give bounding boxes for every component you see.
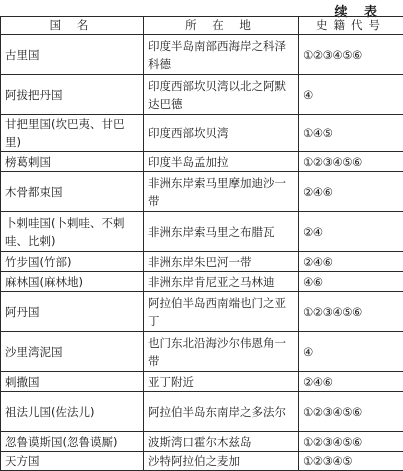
- location-cell: 波斯湾口霍尔木兹岛: [144, 432, 299, 452]
- country-name-cell: 天方国: [1, 452, 144, 471]
- header-location: 所 在 地: [144, 17, 299, 35]
- codes-cell: ①②③④⑤⑥: [299, 432, 403, 452]
- codes-cell: ①②③④⑤: [299, 452, 403, 471]
- country-name-cell: 麻林国(麻林地): [1, 272, 144, 292]
- codes-cell: ②④⑥: [299, 252, 403, 272]
- table-row: [1, 432, 403, 452]
- location-cell: 非洲东岸索马里摩加迪沙一带: [144, 172, 299, 212]
- table-row: [1, 115, 403, 152]
- codes-cell: ②④⑥: [299, 372, 403, 392]
- codes-cell: ①②③④⑤⑥: [299, 292, 403, 332]
- table-row: [1, 452, 403, 471]
- table-row: [1, 252, 403, 272]
- country-name-cell: 木骨都束国: [1, 172, 144, 212]
- codes-cell: ①④⑤: [299, 115, 403, 152]
- table-row: [1, 75, 403, 115]
- location-cell: 阿拉伯半岛东南岸之多法尔: [144, 392, 299, 432]
- table-row: [1, 172, 403, 212]
- table-row: [1, 272, 403, 292]
- codes-cell: ④: [299, 332, 403, 372]
- continued-label: 续 表: [334, 1, 383, 20]
- location-cell: 非洲东岸朱巴河一带: [144, 252, 299, 272]
- table-row: [1, 35, 403, 75]
- header-name: 国 名: [1, 17, 144, 35]
- country-name-cell: 榜葛剌国: [1, 152, 144, 172]
- codes-cell: ①②③④⑤⑥: [299, 152, 403, 172]
- table-row: [1, 392, 403, 432]
- country-table: [0, 16, 403, 471]
- location-cell: 非洲东岸肯尼亚之马林迪: [144, 272, 299, 292]
- table-row: [1, 152, 403, 172]
- codes-cell: ④: [299, 75, 403, 115]
- location-cell: 阿拉伯半岛西南端也门之亚丁: [144, 292, 299, 332]
- location-cell: 印度西部坎贝湾以北之阿默达巴德: [144, 75, 299, 115]
- location-cell: 印度半岛南部西海岸之科泽科德: [144, 35, 299, 75]
- location-cell: 也门东北沿海沙尔伟恩角一带: [144, 332, 299, 372]
- country-name-cell: 竹步国(竹部): [1, 252, 144, 272]
- location-cell: 印度西部坎贝湾: [144, 115, 299, 152]
- country-name-cell: 沙里湾泥国: [1, 332, 144, 372]
- location-cell: 沙特阿拉伯之麦加: [144, 452, 299, 471]
- codes-cell: ④⑥: [299, 272, 403, 292]
- location-cell: 亚丁附近: [144, 372, 299, 392]
- country-name-cell: 祖法儿国(佐法儿): [1, 392, 144, 432]
- codes-cell: ②④: [299, 212, 403, 252]
- country-name-cell: 忽鲁谟斯国(忽鲁谟厮): [1, 432, 144, 452]
- country-name-cell: 阿丹国: [1, 292, 144, 332]
- location-cell: 非洲东岸索马里之布腊瓦: [144, 212, 299, 252]
- country-name-cell: 剌撒国: [1, 372, 144, 392]
- table-row: [1, 292, 403, 332]
- country-name-cell: 古里国: [1, 35, 144, 75]
- codes-cell: ②④⑥: [299, 172, 403, 212]
- header-row: [1, 17, 403, 35]
- country-name-cell: 阿拔把丹国: [1, 75, 144, 115]
- country-name-cell: 卜剌哇国(卜剌哇、不剌哇、比剌): [1, 212, 144, 252]
- table-body: [1, 35, 403, 471]
- codes-cell: ①②③④⑤⑥: [299, 35, 403, 75]
- codes-cell: ①②③④⑤⑥: [299, 392, 403, 432]
- table-row: [1, 372, 403, 392]
- header-codes: 史籍代号: [299, 17, 403, 35]
- location-cell: 印度半岛孟加拉: [144, 152, 299, 172]
- table-row: [1, 212, 403, 252]
- country-name-cell: 甘把里国(坎巴夷、甘巴里): [1, 115, 144, 152]
- table-row: [1, 332, 403, 372]
